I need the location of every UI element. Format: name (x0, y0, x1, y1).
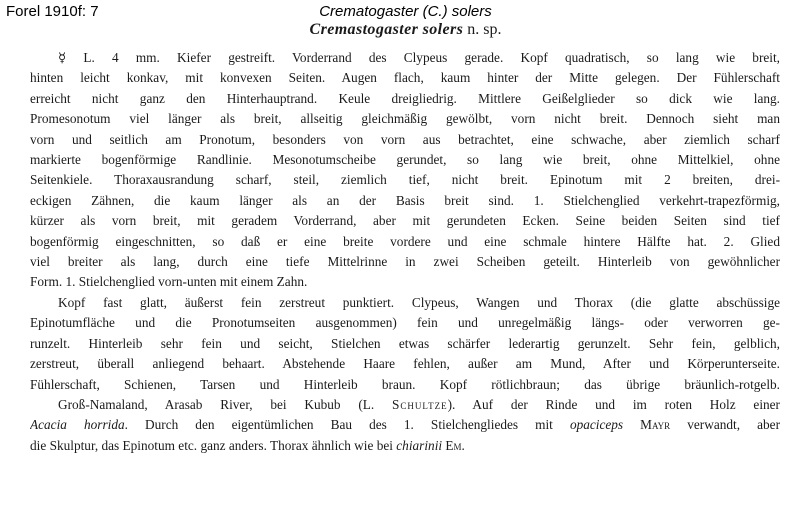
text-line: markierte bogenförmige Randlinie. Mesonotumscheibe gerundet, so lang wie breit, ohne Mittelkiel, ohne (30, 152, 780, 168)
text-line: zerstreut, überall anliegend behaart. Abstehende Haare fehlen, außer am Mund, After und Körperunterseite. (30, 356, 780, 372)
text-run: Groß-Namaland, Arasab River, bei Kubub (L. (58, 396, 392, 412)
taxon-header: Crematogaster (C.) solers (319, 3, 492, 20)
text-run: ). Auf der Rinde und im roten Holz einer (447, 396, 780, 412)
text-run: . Durch den eigentümlichen Bau des 1. Stielchengliedes mit (124, 417, 570, 433)
description-text (30, 48, 780, 456)
text-line (30, 395, 780, 415)
text-line (30, 436, 780, 456)
host-plant-name: Acacia horrida (30, 417, 125, 433)
text-line: Promesonotum viel länger als breit, allseitig gleichmäßig gewölbt, vorn nicht breit. Dennoch sieht man (30, 111, 780, 127)
text-line: runzelt. Hinterleib sehr fein und seicht, Stielchen etwas schärfer lederartig gerunzelt. Sehr fein, gelblich, (30, 335, 780, 351)
collector-name: Schultze (392, 396, 448, 412)
text-line: erreicht nicht ganz den Hinterhauptrand. Keule dreigliedrig. Mittlere Geißelglieder so dick wie lang. (30, 90, 780, 106)
text-line: hinten leicht konkav, mit konvexen Seiten. Augen flach, kaum hinter der Mitte gelegen. Der Fühlerschaft (30, 70, 780, 86)
text-line: viel breiter als lang, durch eine tiefe Mittelrinne in zwei Scheiben geteilt. Hinterleib von gewöhnlicher (30, 254, 780, 270)
text-line: Form. 1. Stielchenglied vorn-unten mit einem Zahn. (30, 274, 308, 290)
species-name: Cremastogaster solers (309, 21, 464, 38)
text-run: die Skulptur, das Epinotum etc. ganz anders. Thorax ähnlich wie bei (30, 437, 397, 453)
text-line: kürzer als vorn breit, mit geradem Vorderrand, aber mit gerundeten Ecken. Seine beiden Seiten sind tief (30, 213, 780, 229)
species-title (0, 21, 811, 39)
text-line: bogenförmig eingeschnitten, so daß er eine breite vordere und eine schmale hintere Hälfte hat. 2. Glied (30, 233, 780, 249)
text-line: Seitenkiele. Thoraxausrandung scharf, steil, ziemlich tief, nicht breit. Epinotum mit 2 breiten, drei- (30, 172, 780, 188)
author-name: Em (442, 437, 462, 453)
text-line: ☿ L. 4 mm. Kiefer gestreift. Vorderrand des Clypeus gerade. Kopf quadratisch, so lang wie breit, (58, 50, 780, 65)
text-line: Fühlerschaft, Schienen, Tarsen und Hinterleib braun. Kopf rötlichbraun; das übrige bräunlich-rotgelb. (30, 376, 780, 392)
text-line (30, 415, 780, 435)
related-species: opaciceps (569, 417, 624, 433)
text-line: eckigen Zähnen, die kaum länger als an der Basis breit sind. 1. Stielchenglied verkehrt-trapezförmig, (30, 192, 780, 208)
new-species-mark: n. sp. (467, 21, 502, 38)
text-run: . (461, 437, 465, 453)
text-line: vorn und seitlich am Pronotum, besonders von vorn aus betrachtet, eine schwache, aber ziemlich scharf (30, 131, 780, 147)
related-species: chiarinii (396, 437, 443, 453)
text-line: Epinotumfläche und die Pronotumseiten ausgenommen) fein und unregelmäßig längs- oder verworren ge- (30, 315, 780, 331)
text-run: verwandt, aber (670, 417, 780, 433)
citation-header: Forel 1910f: 7 (6, 3, 99, 20)
author-name: Mayr (623, 417, 671, 433)
text-line: Kopf fast glatt, äußerst fein zerstreut punktiert. Clypeus, Wangen und Thorax (die glatte abschüssige (58, 294, 780, 310)
